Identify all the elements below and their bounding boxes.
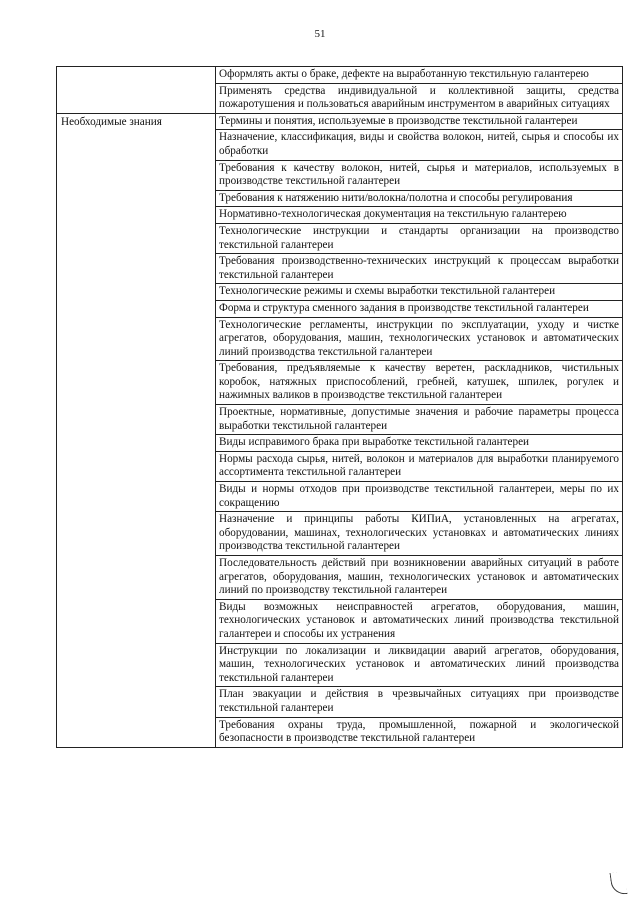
list-item: Виды возможных неисправностей агрегатов, оборудования, машин, технологических установок и автоматических линий производства текстильной галантереи и способы их устранения — [216, 600, 622, 644]
list-item: Требования к качеству волокон, нитей, сырья и материалов, используемых в производстве текстильной галантереи — [216, 161, 622, 191]
list-item: Проектные, нормативные, допустимые значения и рабочие параметры процесса выработки текстильной галантереи — [216, 405, 622, 435]
list-item: Оформлять акты о браке, дефекте на выработанную текстильную галантерею — [216, 67, 622, 84]
list-item: Виды исправимого брака при выработке текстильной галантереи — [216, 435, 622, 452]
list-item: Требования производственно-технических инструкций к процессам выработки текстильной галантереи — [216, 254, 622, 284]
requirements-table — [56, 66, 623, 748]
list-item: Технологические режимы и схемы выработки текстильной галантереи — [216, 284, 622, 301]
list-item: Технологические инструкции и стандарты организации на производство текстильной галантереи — [216, 224, 622, 254]
table-body — [57, 67, 623, 748]
row-label-cell — [57, 67, 216, 114]
corner-pen-mark — [609, 871, 627, 896]
list-item: Требования охраны труда, промышленной, пожарной и экологической безопасности в производстве текстильной галантереи — [219, 718, 619, 745]
list-item: Виды и нормы отходов при производстве текстильной галантереи, меры по их сокращению — [216, 482, 622, 512]
row-items-cell — [216, 113, 623, 747]
list-item: Требования, предъявляемые к качеству веретен, раскладников, чистильных коробок, натяжных приспособлений, гребней, катушек, шпилек, рогулек и нажимных валиков в производстве текстильной галантереи — [216, 361, 622, 405]
list-item: Технологические регламенты, инструкции по эксплуатации, уходу и чистке агрегатов, оборудования, машин, технологических установок и автоматических линий производства текстильной галантереи — [216, 318, 622, 362]
list-item: Форма и структура сменного задания в производстве текстильной галантереи — [216, 301, 622, 318]
page-number: 51 — [314, 28, 326, 40]
list-item: Последовательность действий при возникновении аварийных ситуаций в работе агрегатов, оборудования, машин, технологических установок и автоматических линий по производству текстильной галантереи — [216, 556, 622, 600]
list-item: Инструкции по локализации и ликвидации аварий агрегатов, оборудования, машин, технологических установок и автоматических линий производства текстильной галантереи — [216, 644, 622, 688]
row-label-cell — [57, 113, 216, 747]
list-item: План эвакуации и действия в чрезвычайных ситуациях при производстве текстильной галантереи — [216, 687, 622, 717]
row-items-cell — [216, 67, 623, 114]
list-item: Требования к натяжению нити/волокна/полотна и способы регулирования — [216, 191, 622, 208]
list-item: Назначение и принципы работы КИПиА, установленных на агрегатах, оборудовании, машинах, технологических установках и автоматических линиях производства текстильной галантереи — [216, 512, 622, 556]
row-label: Необходимые знания — [61, 115, 162, 128]
list-item: Нормы расхода сырья, нитей, волокон и материалов для выработки планируемого ассортимента текстильной галантереи — [216, 452, 622, 482]
list-item: Применять средства индивидуальной и коллективной защиты, средства пожаротушения и пользоваться аварийным инструментом в аварийных ситуациях — [219, 84, 619, 111]
list-item: Назначение, классификация, виды и свойства волокон, нитей, сырья и способы их обработки — [216, 130, 622, 160]
list-item: Нормативно-технологическая документация на текстильную галантерею — [216, 207, 622, 224]
list-item: Термины и понятия, используемые в производстве текстильной галантереи — [216, 114, 622, 131]
table-row — [57, 113, 623, 747]
table-row — [57, 67, 623, 114]
